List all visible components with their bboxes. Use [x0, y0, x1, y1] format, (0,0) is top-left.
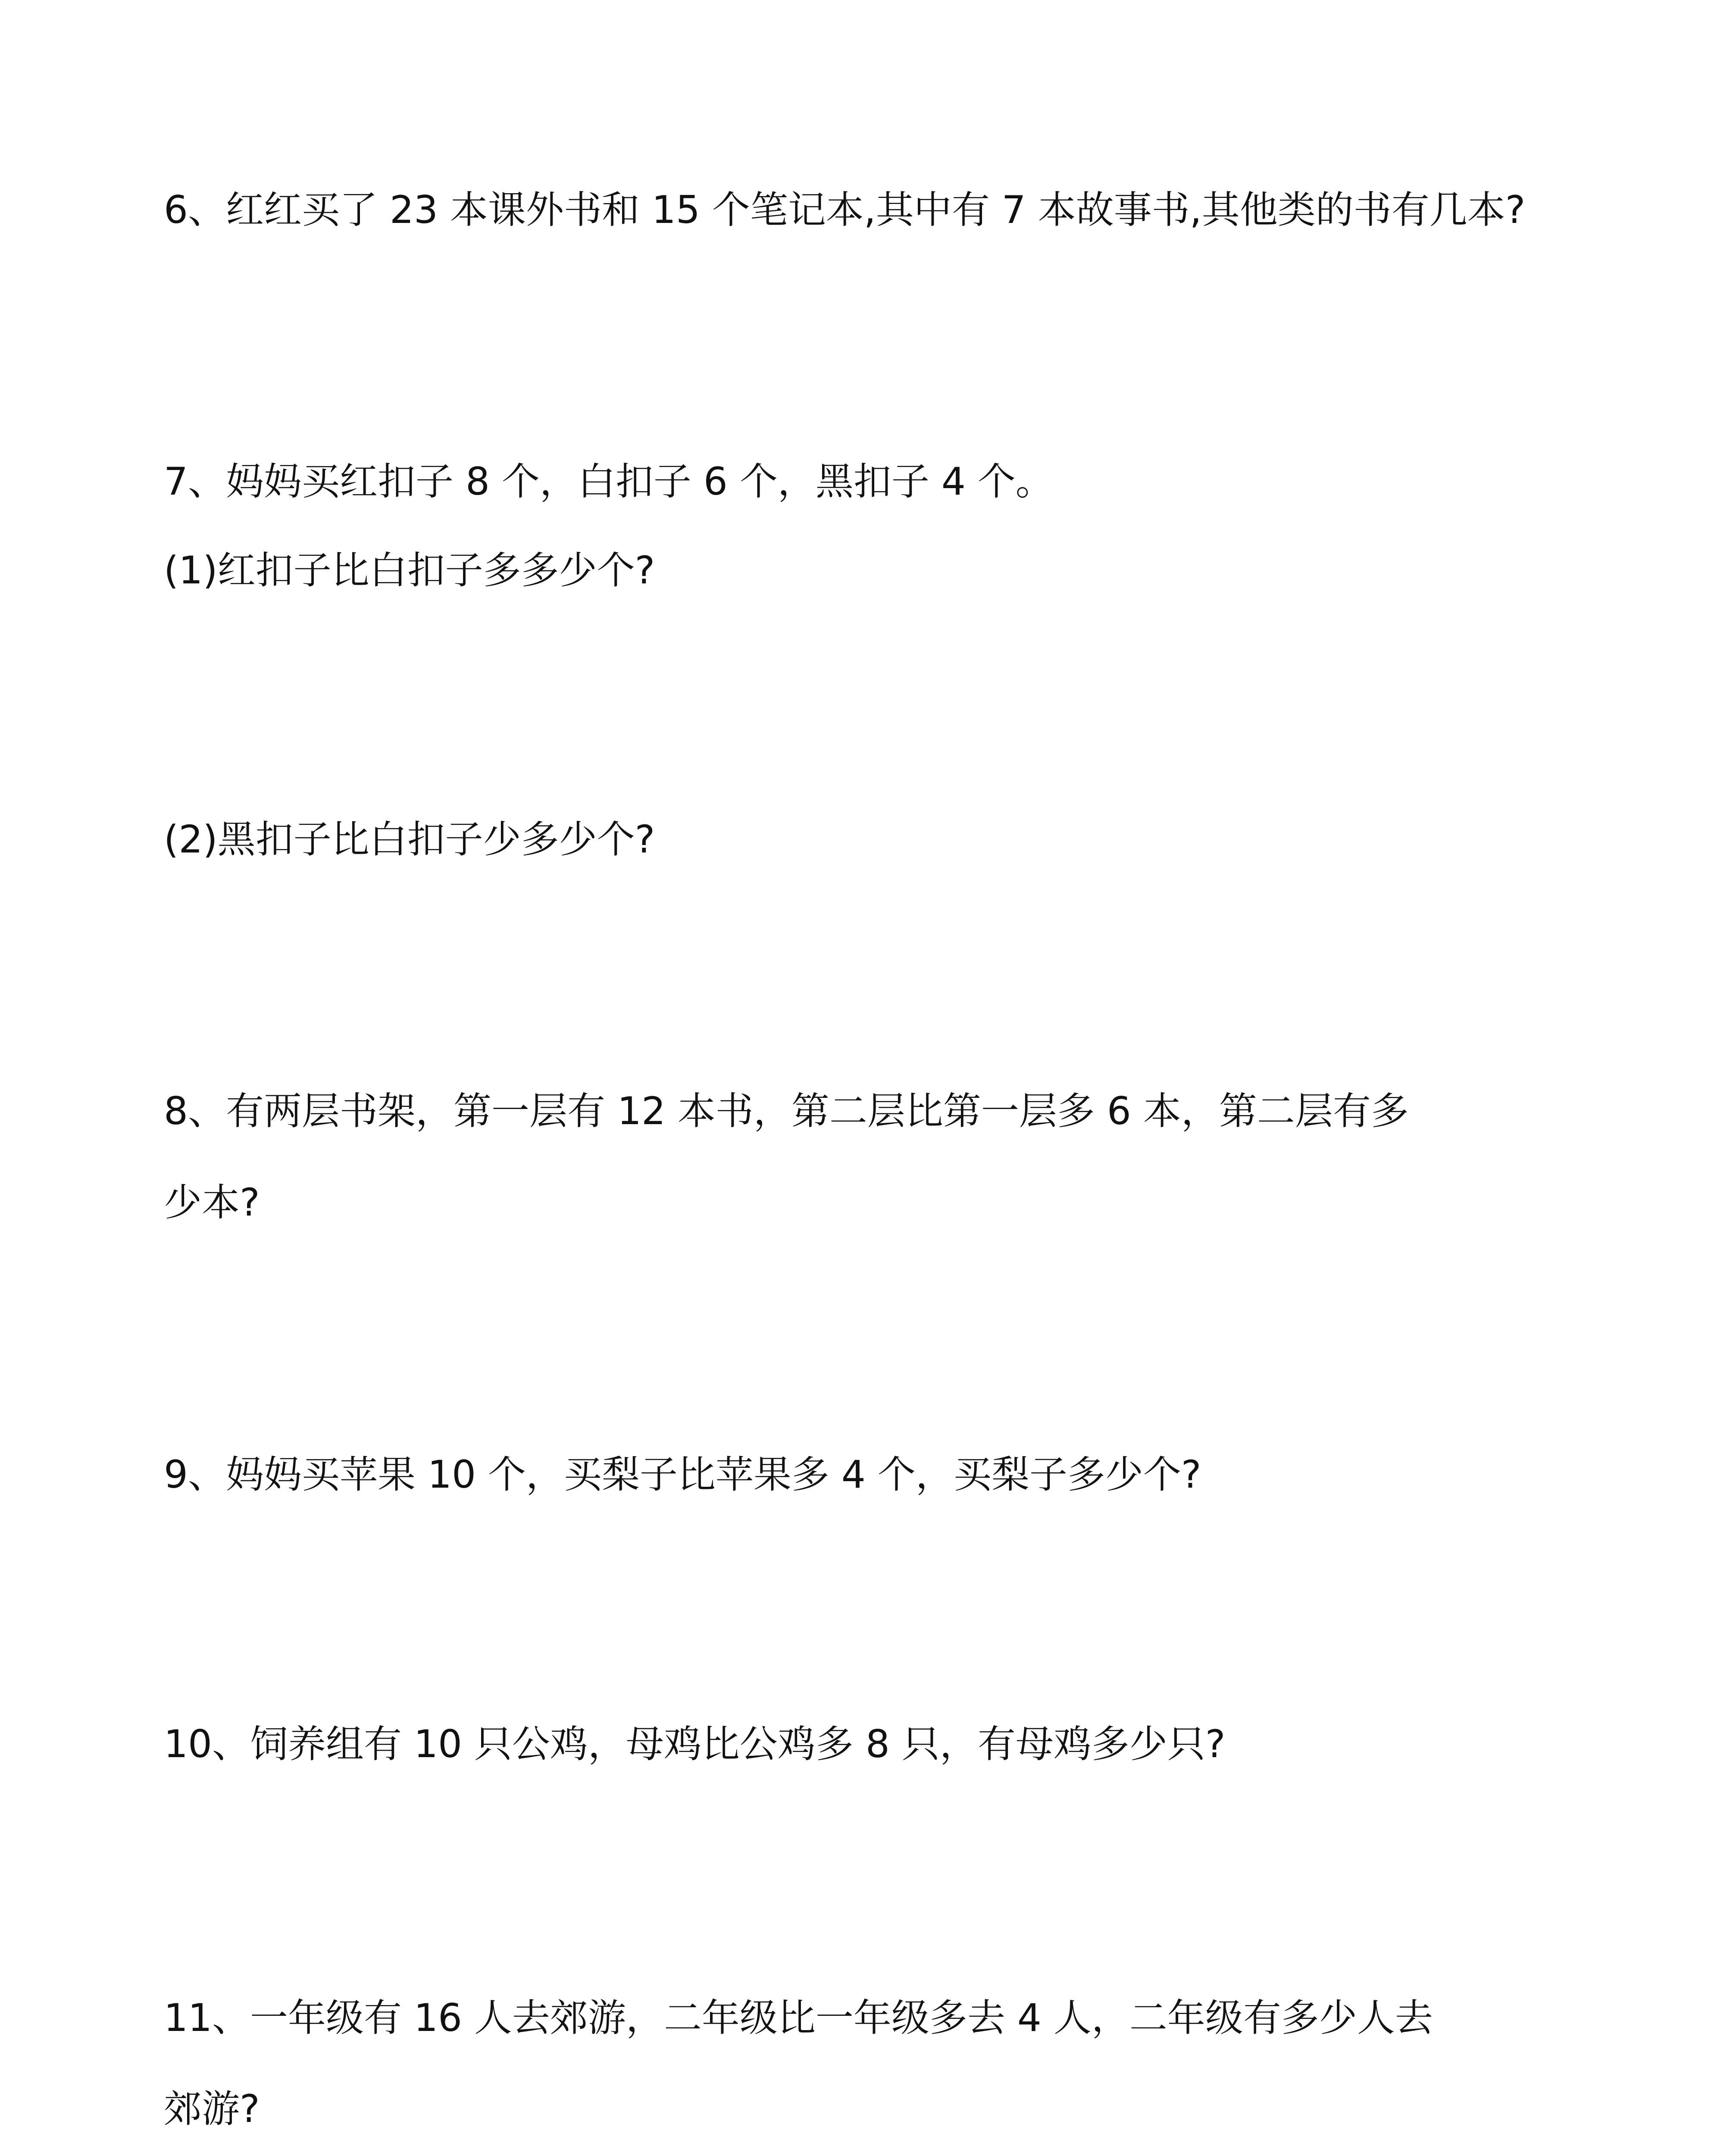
question-11-line-2: 郊游? — [164, 2087, 260, 2131]
question-6: 6、红红买了 23 本课外书和 15 个笔记本,其中有 7 本故事书,其他类的书有几本? — [164, 188, 1526, 232]
question-9: 9、妈妈买苹果 10 个，买梨子比苹果多 4 个，买梨子多少个? — [164, 1452, 1201, 1497]
question-7-stem: 7、妈妈买红扣子 8 个，白扣子 6 个，黑扣子 4 个。 — [164, 459, 1054, 504]
question-10: 10、饲养组有 10 只公鸡，母鸡比公鸡多 8 只，有母鸡多少只? — [164, 1722, 1226, 1766]
question-7-part-2: (2)黑扣子比白扣子少多少个? — [164, 817, 655, 862]
question-11-line-1: 11、一年级有 16 人去郊游，二年级比一年级多去 4 人，二年级有多少人去 — [164, 1996, 1433, 2040]
question-8-line-1: 8、有两层书架，第一层有 12 本书，第二层比第一层多 6 本，第二层有多 — [164, 1089, 1409, 1133]
question-7-part-1: (1)红扣子比白扣子多多少个? — [164, 548, 655, 592]
question-8-line-2: 少本? — [164, 1180, 260, 1225]
